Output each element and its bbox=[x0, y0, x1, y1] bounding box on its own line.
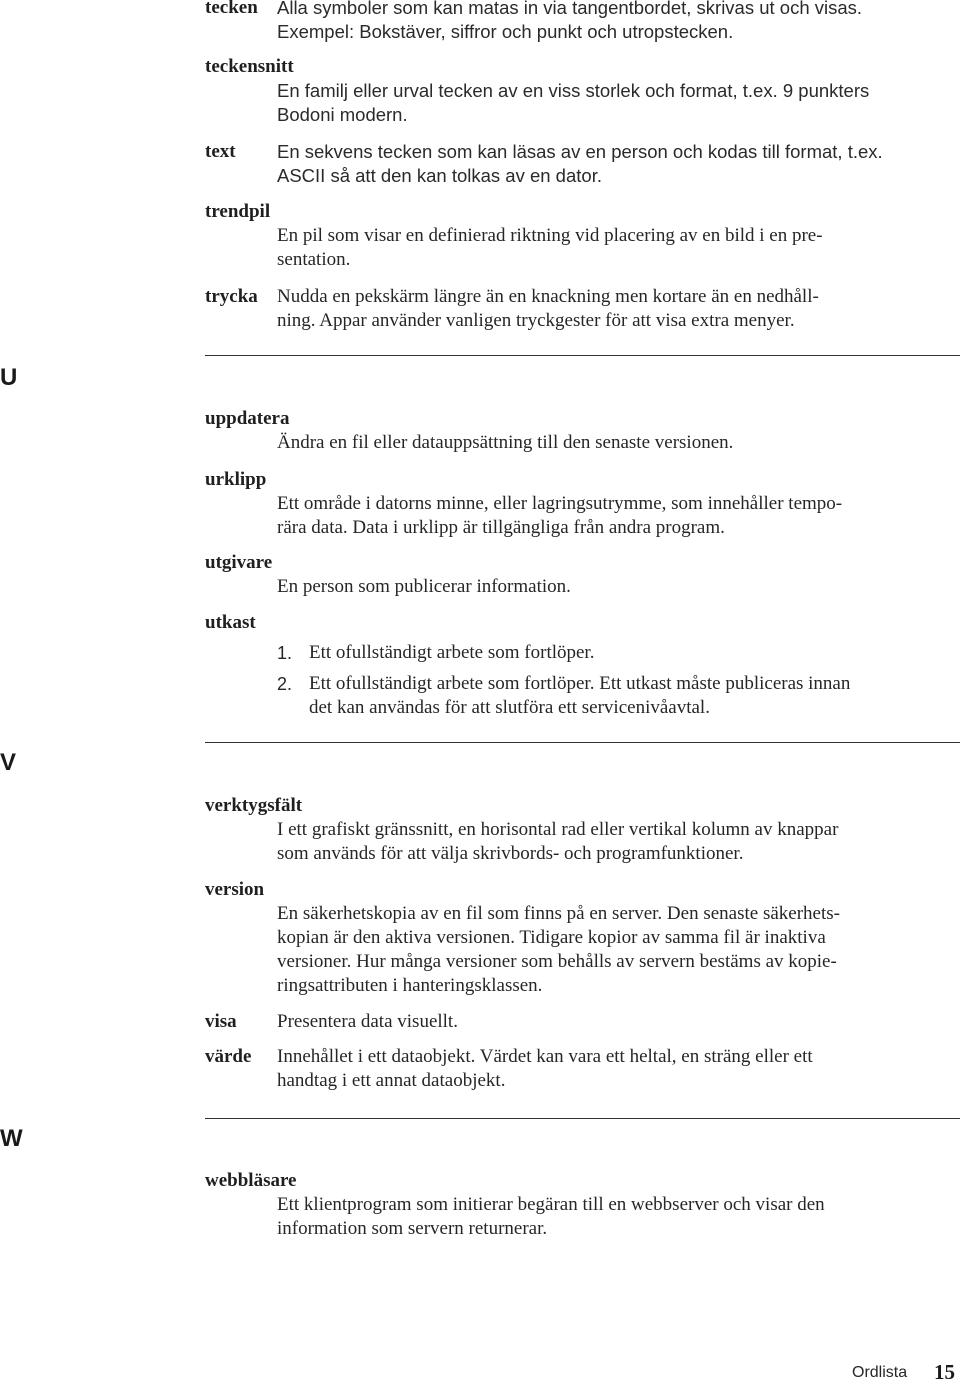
definition-line: Presentera data visuellt. bbox=[277, 1011, 458, 1032]
term-webblasare: webbläsare bbox=[205, 1170, 297, 1191]
term-text: text bbox=[205, 141, 236, 162]
term-trycka: trycka bbox=[205, 286, 258, 307]
section-heading-u: U bbox=[0, 364, 18, 391]
definition-line: Ett ofullständigt arbete som fortlöper. bbox=[309, 642, 595, 663]
definition-line: handtag i ett annat dataobjekt. bbox=[277, 1070, 506, 1091]
definition-line: En säkerhetskopia av en fil som finns på en server. Den senaste säkerhets- bbox=[277, 903, 840, 924]
definition-line: En familj eller urval tecken av en viss storlek och format, t.ex. 9 punkters bbox=[277, 80, 870, 101]
definition-line: ning. Appar använder vanligen tryckgester för att visa extra menyer. bbox=[277, 310, 795, 331]
term-version: version bbox=[205, 879, 265, 900]
definition-line: kopian är den aktiva versionen. Tidigare kopior av samma fil är inaktiva bbox=[277, 927, 826, 948]
definition-line: En sekvens tecken som kan läsas av en person och kodas till format, t.ex. bbox=[277, 141, 883, 162]
list-number: 1. bbox=[277, 643, 293, 663]
term-teckensnitt: teckensnitt bbox=[205, 56, 294, 77]
term-tecken: tecken bbox=[205, 0, 258, 18]
definition-line: Bodoni modern. bbox=[277, 104, 408, 125]
definition-line: Ett klientprogram som initierar begäran till en webbserver och visar den bbox=[277, 1194, 825, 1215]
definition-line: sentation. bbox=[277, 249, 351, 270]
definition-line: I ett grafiskt gränssnitt, en horisontal rad eller vertikal kolumn av knappar bbox=[277, 819, 839, 840]
section-divider bbox=[205, 355, 960, 356]
section-heading-v: V bbox=[0, 749, 17, 776]
definition-line: ASCII så att den kan tolkas av en dator. bbox=[277, 165, 602, 186]
section-divider bbox=[205, 1118, 960, 1119]
definition-line: det kan användas för att slutföra ett servicenivåavtal. bbox=[309, 697, 710, 718]
page-number: 15 bbox=[934, 1360, 955, 1382]
term-utkast: utkast bbox=[205, 612, 256, 633]
definition-line: Ändra en fil eller datauppsättning till den senaste versionen. bbox=[277, 432, 734, 453]
term-trendpil: trendpil bbox=[205, 201, 271, 222]
term-varde: värde bbox=[205, 1046, 252, 1067]
definition-line: som används för att välja skrivbords- och programfunktioner. bbox=[277, 843, 744, 864]
definition-line: En person som publicerar information. bbox=[277, 576, 571, 597]
definition-line: Ett område i datorns minne, eller lagringsutrymme, som innehåller tempo- bbox=[277, 493, 843, 514]
term-uppdatera: uppdatera bbox=[205, 408, 290, 429]
definition-line: Ett ofullständigt arbete som fortlöper. Ett utkast måste publiceras innan bbox=[309, 673, 851, 694]
footer-section-label: Ordlista bbox=[852, 1364, 908, 1381]
definition-line: Nudda en pekskärm längre än en knackning men kortare än en nedhåll- bbox=[277, 286, 819, 307]
term-urklipp: urklipp bbox=[205, 469, 267, 490]
section-heading-w: W bbox=[0, 1125, 23, 1152]
definition-line: rära data. Data i urklipp är tillgängliga från andra program. bbox=[277, 517, 725, 538]
definition-line: ringsattributen i hanteringsklassen. bbox=[277, 975, 543, 996]
section-divider bbox=[205, 742, 960, 743]
list-number: 2. bbox=[277, 674, 293, 694]
definition-line: Exempel: Bokstäver, siffror och punkt och utropstecken. bbox=[277, 21, 734, 42]
definition-line: versioner. Hur många versioner som behålls av servern bestäms av kopie- bbox=[277, 951, 837, 972]
term-verktygsfalt: verktygsfält bbox=[205, 795, 303, 816]
definition-line: En pil som visar en definierad riktning vid placering av en bild i en pre- bbox=[277, 225, 823, 246]
term-visa: visa bbox=[205, 1011, 237, 1032]
term-utgivare: utgivare bbox=[205, 552, 273, 573]
definition-line: Alla symboler som kan matas in via tangentbordet, skrivas ut och visas. bbox=[277, 0, 863, 18]
definition-line: Innehållet i ett dataobjekt. Värdet kan vara ett heltal, en sträng eller ett bbox=[277, 1046, 813, 1067]
definition-line: information som servern returnerar. bbox=[277, 1218, 548, 1239]
